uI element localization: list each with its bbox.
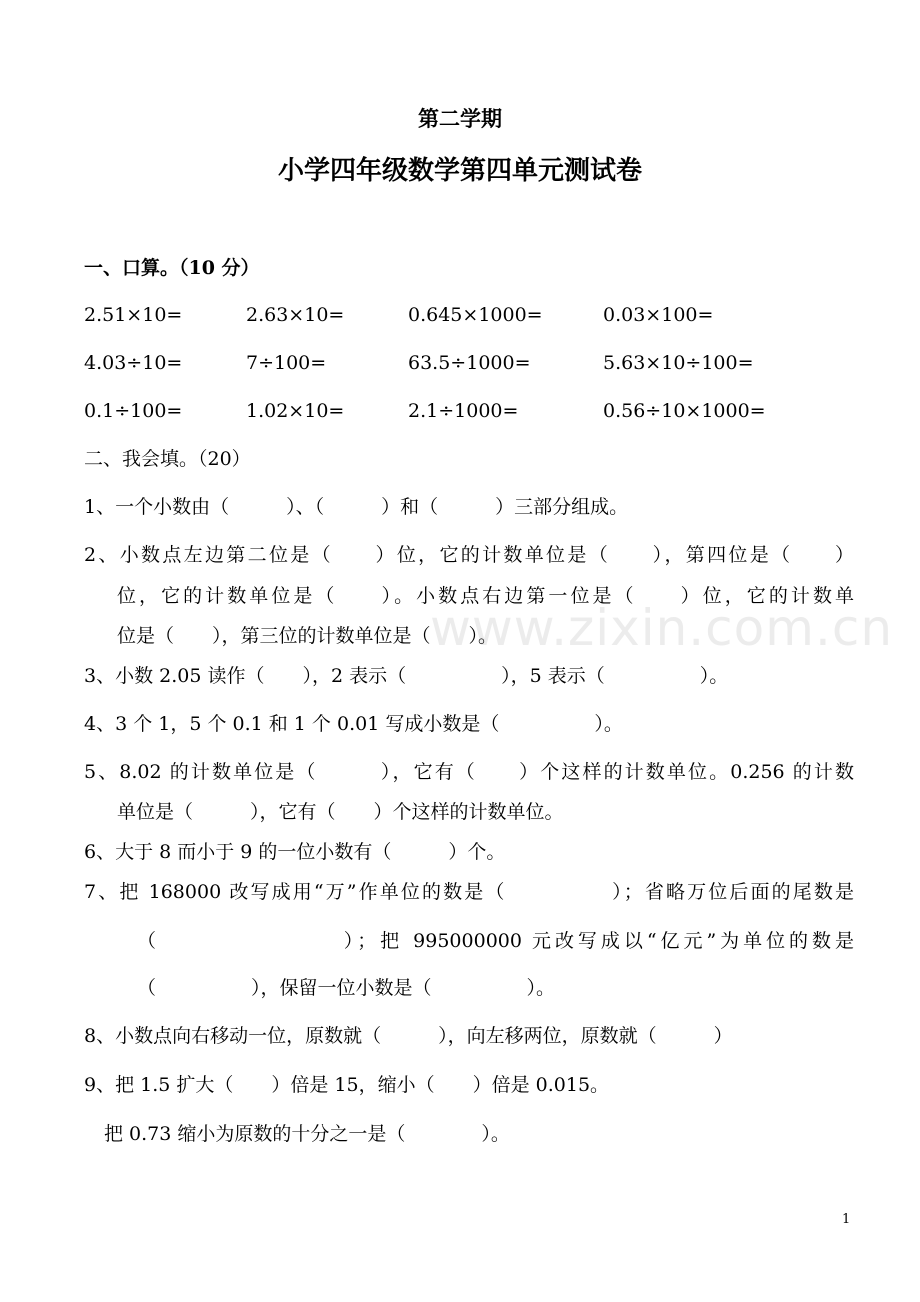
calc-item: 7÷100= — [246, 352, 327, 374]
document-title: 第二学期 — [418, 106, 502, 131]
section1-heading: 一、口算。（10 分） — [84, 257, 260, 279]
calc-item: 4.03÷10= — [84, 352, 183, 374]
question-2-line-2: 位，它的计数单位是（ ）。小数点右边第一位是（ ）位，它的计数单 — [117, 585, 854, 607]
calc-item: 0.1÷100= — [84, 400, 183, 422]
calc-item: 2.63×10= — [246, 304, 345, 326]
section2-heading: 二、我会填。（20） — [84, 448, 251, 470]
calc-item: 0.03×100= — [603, 304, 714, 326]
calc-item: 5.63×10÷100= — [603, 352, 754, 374]
question-2-line-1: 2、小数点左边第二位是（ ）位，它的计数单位是（ ），第四位是（ ） — [84, 544, 854, 566]
question-3: 3、小数 2.05 读作（ ），2 表示（ ），5 表示（ ）。 — [84, 665, 729, 687]
page-number: 1 — [842, 1212, 851, 1227]
calc-item: 2.51×10= — [84, 304, 183, 326]
question-4: 4、3 个 1，5 个 0.1 和 1 个 0.01 写成小数是（ ）。 — [84, 713, 623, 735]
question-1: 1、一个小数由（ ）、（ ）和（ ）三部分组成。 — [84, 496, 629, 518]
watermark: www.zixin.com.cn — [430, 599, 894, 657]
question-9-line-2: 把 0.73 缩小为原数的十分之一是（ ）。 — [104, 1123, 510, 1145]
question-8: 8、小数点向右移动一位，原数就（ ），向左移两位，原数就（ ） — [84, 1025, 733, 1047]
calc-item: 2.1÷1000= — [408, 400, 519, 422]
calc-item: 0.645×1000= — [408, 304, 543, 326]
question-2-line-3: 位是（ ），第三位的计数单位是（ ）。 — [117, 625, 498, 647]
question-9-line-1: 9、把 1.5 扩大（ ）倍是 15，缩小（ ）倍是 0.015。 — [84, 1074, 610, 1096]
calc-item: 1.02×10= — [246, 400, 345, 422]
question-7-line-3: （ ），保留一位小数是（ ）。 — [137, 977, 556, 999]
question-7-line-2: （ ）；把 995000000 元改写成以“亿元”为单位的数是 — [137, 930, 854, 952]
question-6: 6、大于 8 而小于 9 的一位小数有（ ）个。 — [84, 841, 506, 863]
document-subtitle: 小学四年级数学第四单元测试卷 — [277, 156, 642, 186]
calc-item: 63.5÷1000= — [408, 352, 531, 374]
calc-item: 0.56÷10×1000= — [603, 400, 766, 422]
question-5-line-2: 单位是（ ），它有（ ）个这样的计数单位。 — [117, 801, 564, 823]
question-7-line-1: 7、把 168000 改写成用“万”作单位的数是（ ）；省略万位后面的尾数是 — [84, 881, 854, 903]
question-5-line-1: 5、8.02 的计数单位是（ ），它有（ ）个这样的计数单位。0.256 的计数 — [84, 761, 854, 783]
